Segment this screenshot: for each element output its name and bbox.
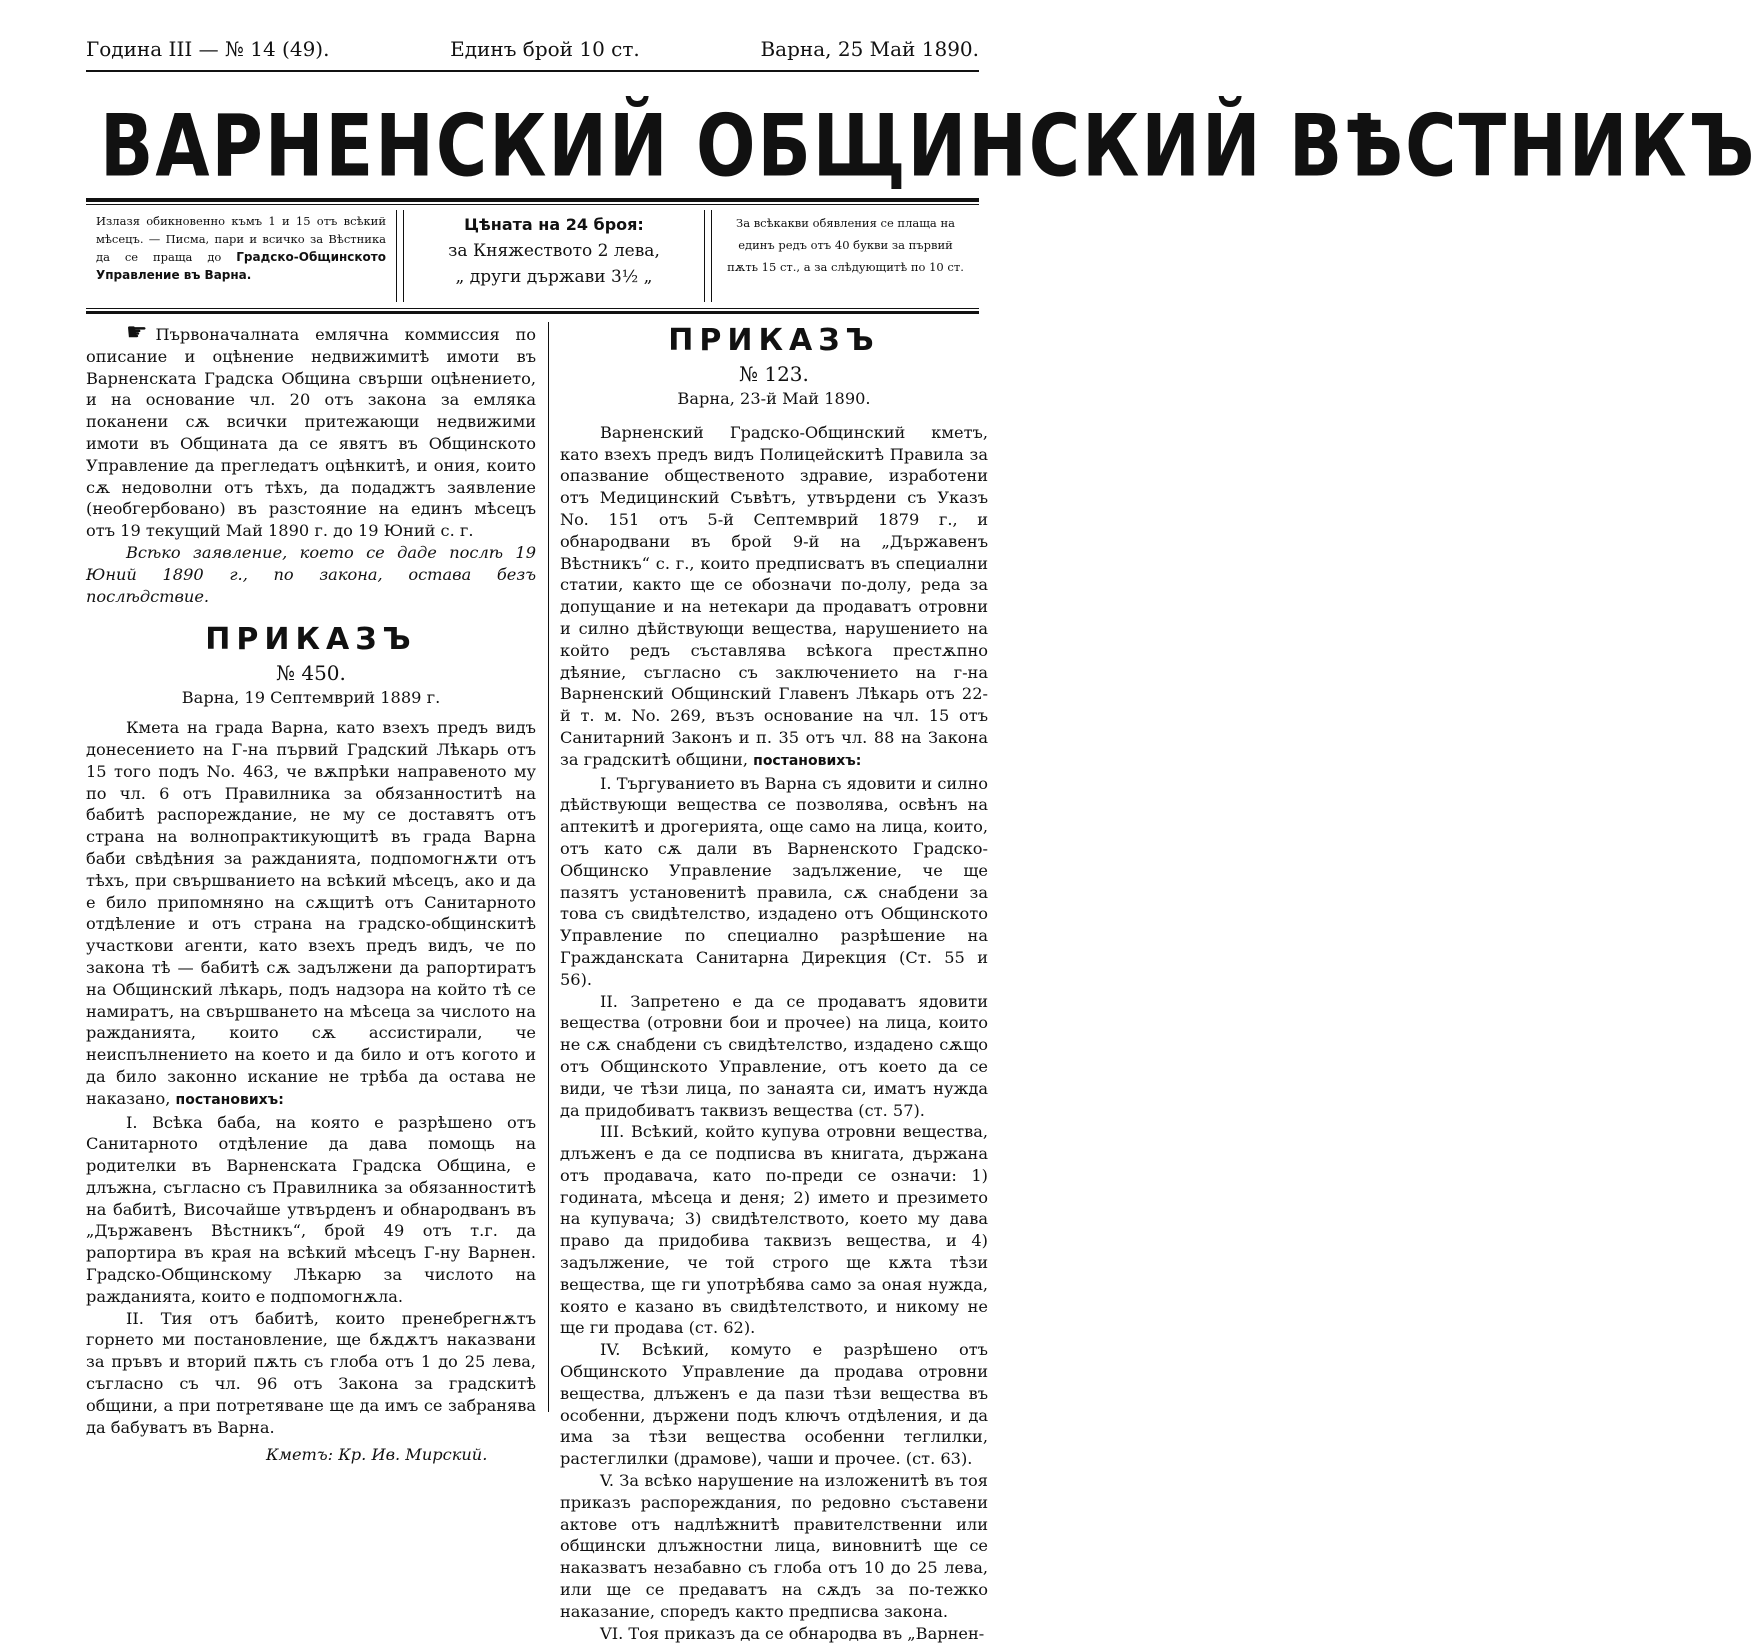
left-column <box>86 318 536 1466</box>
column-divider <box>548 322 549 1412</box>
order-preamble-text: Варненский Градско-Общинский кметъ, като взехъ предъ видъ Полицейскитѣ Правила за опазвание общественото здравие, изработени отъ Медицинский Съвѣтъ, утвърдени съ Указъ No. 151 отъ 5-й Септемврий 1879 г., и обнародвани въ брой 9-й на „Държавенъ Вѣстникъ“ с. г., които предписватъ въ специални статии, както ще се обозначи по-долу, реда за допущание и на нетекари да продаватъ отровни и силно дѣйствующи вещества, нарушението на който редъ съставлява всѣкога престѫпно дѣяние, съгласно съ заключението на г-на Варненский Общинский Главенъ Лѣкарь отъ 22-й т. м. No. 269, възъ основание на чл. 15 отъ Санитарний Законъ и п. 35 отъ чл. 88 на Закона за градскитѣ общини, <box>560 422 988 769</box>
header-line <box>86 28 979 72</box>
order-number: № 123. <box>739 362 809 386</box>
publication-address: Градско-Общинското Управление въ Варна. <box>96 250 386 282</box>
pointing-hand-icon: ☛ <box>126 318 148 346</box>
publication-info <box>86 206 396 306</box>
infobar-rule-thick <box>86 311 979 314</box>
masthead-rule <box>86 198 979 202</box>
order-clause-2: II. Тия отъ бабитѣ, които пренебрегнѫтъ горнето ми постановление, ще бѫдѫтъ наказвани за пръвъ и вторий пѫть съ глоба отъ 1 до 25 лева, съгласно съ чл. 96 отъ Закона за градскитѣ общини, а при потретяване ще да имъ се забранява да бабуватъ въ Варна. <box>86 1308 536 1437</box>
subscription-title: Цѣната на 24 броя: <box>464 215 644 234</box>
subscription-foreign: „ други държави 3½ „ <box>455 267 653 287</box>
order-title: ПРИКАЗЪ <box>668 323 880 358</box>
notice-paragraph <box>86 318 536 542</box>
order-number: № 450. <box>276 661 346 686</box>
order-resolution: постановихъ: <box>753 752 862 769</box>
order-date: Варна, 19 Септемврий 1889 г. <box>181 688 441 708</box>
order-clause-1: I. Търгуванието въ Варна съ ядовити и силно дѣйствующи вещества се позволява, освѣнъ на аптекитѣ и дрогерията, още само на лица, които, отъ като сѫ дали въ Варненското Градско-Общинско Управление задължение, че ще пазятъ установенитѣ правила, сѫ снабдени за това съ свидѣтелство, издадено отъ Общинското Управление по специално разрѣшение на Гражданската Санитарна Дирекция (Ст. 55 и 56). <box>560 773 988 989</box>
year-issue: Година III — № 14 (49). <box>86 37 330 61</box>
single-issue-price: Единъ брой 10 ст. <box>450 37 640 61</box>
publication-info-text: Излазя обикновенно къмъ 1 и 15 отъ всѣкий мѣсецъ. — Писма, пари и всичко за Вѣстника да се праща до <box>96 214 386 264</box>
ad-rates: За всѣкакви обявления се плаща на единъ редъ отъ 40 букви за първий пѫть 15 ст., а за слѣдующитѣ по 10 ст. <box>727 216 964 274</box>
order-preamble <box>86 717 536 1111</box>
order-date: Варна, 23-й Май 1890. <box>677 389 871 408</box>
order-clause-6: VI. Тоя приказъ да се обнародва въ „Варнен- <box>600 1623 985 1643</box>
order-signature: Кметъ: Кр. Ив. Мирский. <box>266 1445 488 1465</box>
order-preamble <box>560 422 988 773</box>
order-resolution: постановихъ: <box>175 1091 284 1108</box>
order-title: ПРИКАЗЪ <box>205 622 417 658</box>
info-bar <box>86 206 979 306</box>
order-clause-5: V. За всѣко нарушение на изложенитѣ въ тоя приказъ распореждания, по редовно съставени актове отъ надлѣжнитѣ правителственни или общински длъжностни лица, виновнитѣ ще се наказватъ незабавно съ глоба отъ 10 до 25 лева, или ще се предаватъ на сѫдъ за по-тежко наказание, споредъ както предписва закона. <box>560 1471 988 1621</box>
subscription-domestic: за Княжеството 2 лева, <box>448 241 660 261</box>
infobar-rule <box>86 308 979 309</box>
newspaper-masthead: ВАРНЕНСКИЙ ОБЩИНСКИЙ ВѢСТНИКЪ <box>100 95 1756 197</box>
place-date: Варна, 25 Май 1890. <box>760 37 979 61</box>
order-clause-2: II. Запретено е да се продаватъ ядовити вещества (отровни бои и прочее) на лица, които не сѫ снабдени съ свидѣтелство, издадено сѫщо отъ Общинското Управление, отъ което да се види, че тѣзи лица, по занаята си, иматъ нужда да придобиватъ таквизъ вещества (ст. 57). <box>560 991 988 1120</box>
right-column <box>560 322 988 1644</box>
order-preamble-text: Кмета на града Варна, като взехъ предъ видъ донесението на Г-на първий Градский Лѣкарь отъ 15 того подъ No. 463, че вѫпрѣки направеното му по чл. 6 отъ Правилника за обязанноститѣ на бабитѣ распореждание, не му се доставятъ отъ страна на волнопрактикующитѣ въ града Варна баби свѣдѣния за ражданията, подпомогнѫти отъ тѣхъ, при свършванието на всѣкий мѣсецъ, ако и да е било припомняно на сѫщитѣ отъ Санитарното отдѣление и отъ страна на градско-общинскитѣ участкови агенти, като взехъ предъ видъ, че по закона тѣ — бабитѣ сѫ задължени да рапортиратъ на Общинский лѣкарь, подъ надзора на който тѣ се намиратъ, на свършването на мѣсеца за числото на ражданията, които сѫ ассистирали, че неиспълнението на което и да било и отъ когото и да било законно искание не трѣба да остава не наказано, <box>86 718 536 1108</box>
order-clause-1: I. Всѣка баба, на която е разрѣшено отъ Санитарното отдѣление да дава помощь на родителки въ Варненската Градска Община, е длъжна, съгласно съ Правилника за обязанноститѣ на бабитѣ, Височайше утвърденъ и обнародванъ въ „Държавенъ Вѣстникъ“, брой 49 отъ т.г. да рапортира въ края на всѣкий мѣсецъ Г-ну Варнен. Градско-Общинскому Лѣкарю за числото на ражданията, които е подпомогнѫла. <box>86 1112 536 1306</box>
order-clause-3: III. Всѣкий, който купува отровни вещества, длъженъ е да се подписва въ книгата, държана отъ продавача, като по-преди се означи: 1) годината, мѣсеца и деня; 2) името и презимето на купувача; 3) свидѣтелството, което му дава право да придобива таквизъ вещества, и 4) задължение, че той строго ще кѫта тѣзи вещества, ще ги употрѣбява само за оная нужда, която е казано въ свидѣтелството, и никому не ще ги продава (ст. 62). <box>560 1122 988 1338</box>
masthead-rule-thin <box>86 204 979 205</box>
subscription-price <box>404 206 704 306</box>
notice-deadline: Всѣко заявление, което се даде послѣ 19 Юний 1890 г., по закона, остава безъ послѣдствие. <box>86 542 536 606</box>
notice-text: Първоначалната емлячна коммиссия по описание и оцѣнение недвижимитѣ имоти въ Варненската Градска Община свърши оцѣнението, и на основание чл. 20 отъ закона за емляка поканени сѫ всички притежающи недвижими имоти въ Общината да се явятъ въ Общинското Управление да прегледатъ оцѣнкитѣ, и ония, които сѫ недоволни отъ тѣхъ, да подаджтъ заявление (необгербовано) въ разстояние на единъ мѣсецъ отъ 19 текущий Май 1890 г. до 19 Юний с. г. <box>86 325 536 541</box>
order-clause-4: IV. Всѣкий, комуто е разрѣшено отъ Общинското Управление да продава отровни вещества, длъженъ е да пази тѣзи вещества въ особенни, държени подъ ключъ отдѣления, и да има за тѣзи вещества особенни теглилки, растеглилки (драмове), чаши и прочее. (ст. 63). <box>560 1340 988 1469</box>
info-divider <box>396 210 404 302</box>
info-divider <box>704 210 712 302</box>
